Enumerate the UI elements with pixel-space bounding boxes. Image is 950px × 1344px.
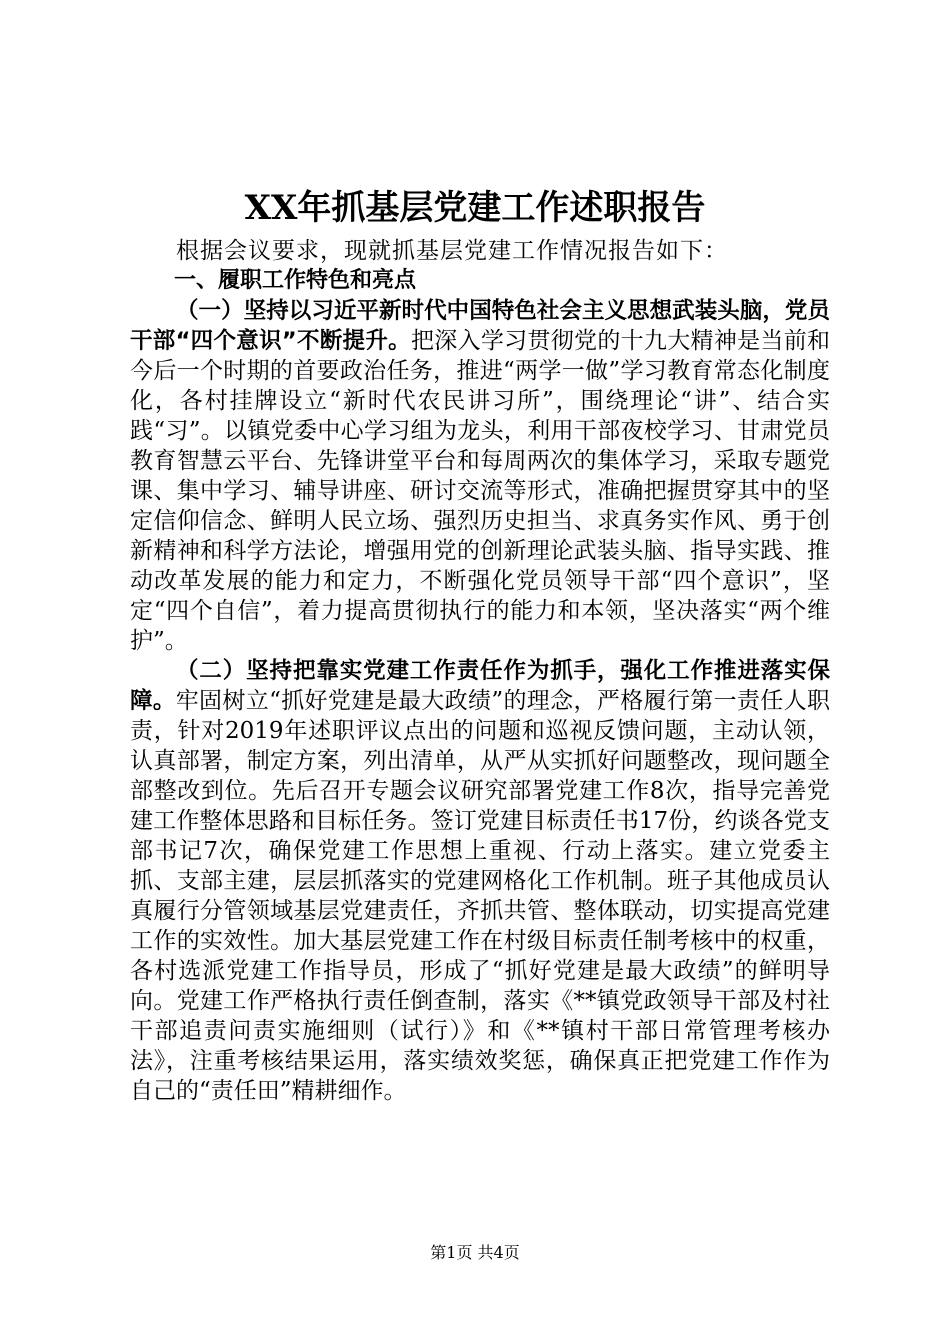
page-footer: 第1页 共4页 (430, 1243, 520, 1262)
paragraph-1-body: 把深入学习贯彻党的十九大精神是当前和今后一个时期的首要政治任务，推进“两学一做”学习教育常态化制度化，各村挂牌设立“新时代农民讲习所”，围绕理论“讲”、结合实践“习”。以镇党委中心学习组为龙头，利用干部夜校学习、甘肃党员教育智慧云平台、先锋讲堂平台和每周两次的集体学习，采取专题党课、集中学习、辅导讲座、研讨交流等形式，准确把握贯穿其中的坚定信仰信念、鲜明人民立场、强烈历史担当、求真务实作风、勇于创新精神和科学方法论，增强用党的创新理论武装头脑、指导实践、推动改革发展的能力和定力，不断强化党员领导干部“四个意识”，坚定“四个自信”，着力提高贯彻执行的能力和本领，坚决落实“两个维护”。 (130, 328, 831, 654)
paragraph-2-lead: （二）坚持把靠实党建工作责任作为抓手，强化工作推进落实保障。 (130, 658, 830, 714)
paragraph-1 (130, 296, 830, 656)
paragraph-2 (130, 656, 830, 1106)
paragraph-1-lead: （一）坚持以习近平新时代中国特色社会主义思想武装头脑，党员干部“四个意识”不断提升。 (130, 298, 830, 354)
section-heading: 一、履职工作特色和亮点 (174, 268, 417, 293)
intro-paragraph: 根据会议要求，现就抓基层党建工作情况报告如下： (176, 238, 728, 264)
document-title: XX年抓基层党建工作述职报告 (244, 188, 706, 228)
paragraph-2-body: 牢固树立“抓好党建是最大政绩”的理念，严格履行第一责任人职责，针对2019年述职评议点出的问题和巡视反馈问题，主动认领，认真部署，制定方案，列出清单，从严从实抓好问题整改，现问题全部整改到位。先后召开专题会议研究部署党建工作8次，指导完善党建工作整体思路和目标任务。签订党建目标责任书17份，约谈各党支部书记7次，确保党建工作思想上重视、行动上落实。建立党委主抓、支部主建，层层抓落实的党建网格化工作机制。班子其他成员认真履行分管领域基层党建责任，齐抓共管、整体联动，切实提高党建工作的实效性。加大基层党建工作在村级目标责任制考核中的权重，各村选派党建工作指导员，形成了“抓好党建是最大政绩”的鲜明导向。党建工作严格执行责任倒查制，落实《**镇党政领导干部及村社干部追责问责实施细则（试行）》和《**镇村干部日常管理考核办法》，注重考核结果运用，落实绩效奖惩，确保真正把党建工作作为自己的“责任田”精耕细作。 (130, 688, 830, 1104)
document-body (130, 236, 830, 1106)
